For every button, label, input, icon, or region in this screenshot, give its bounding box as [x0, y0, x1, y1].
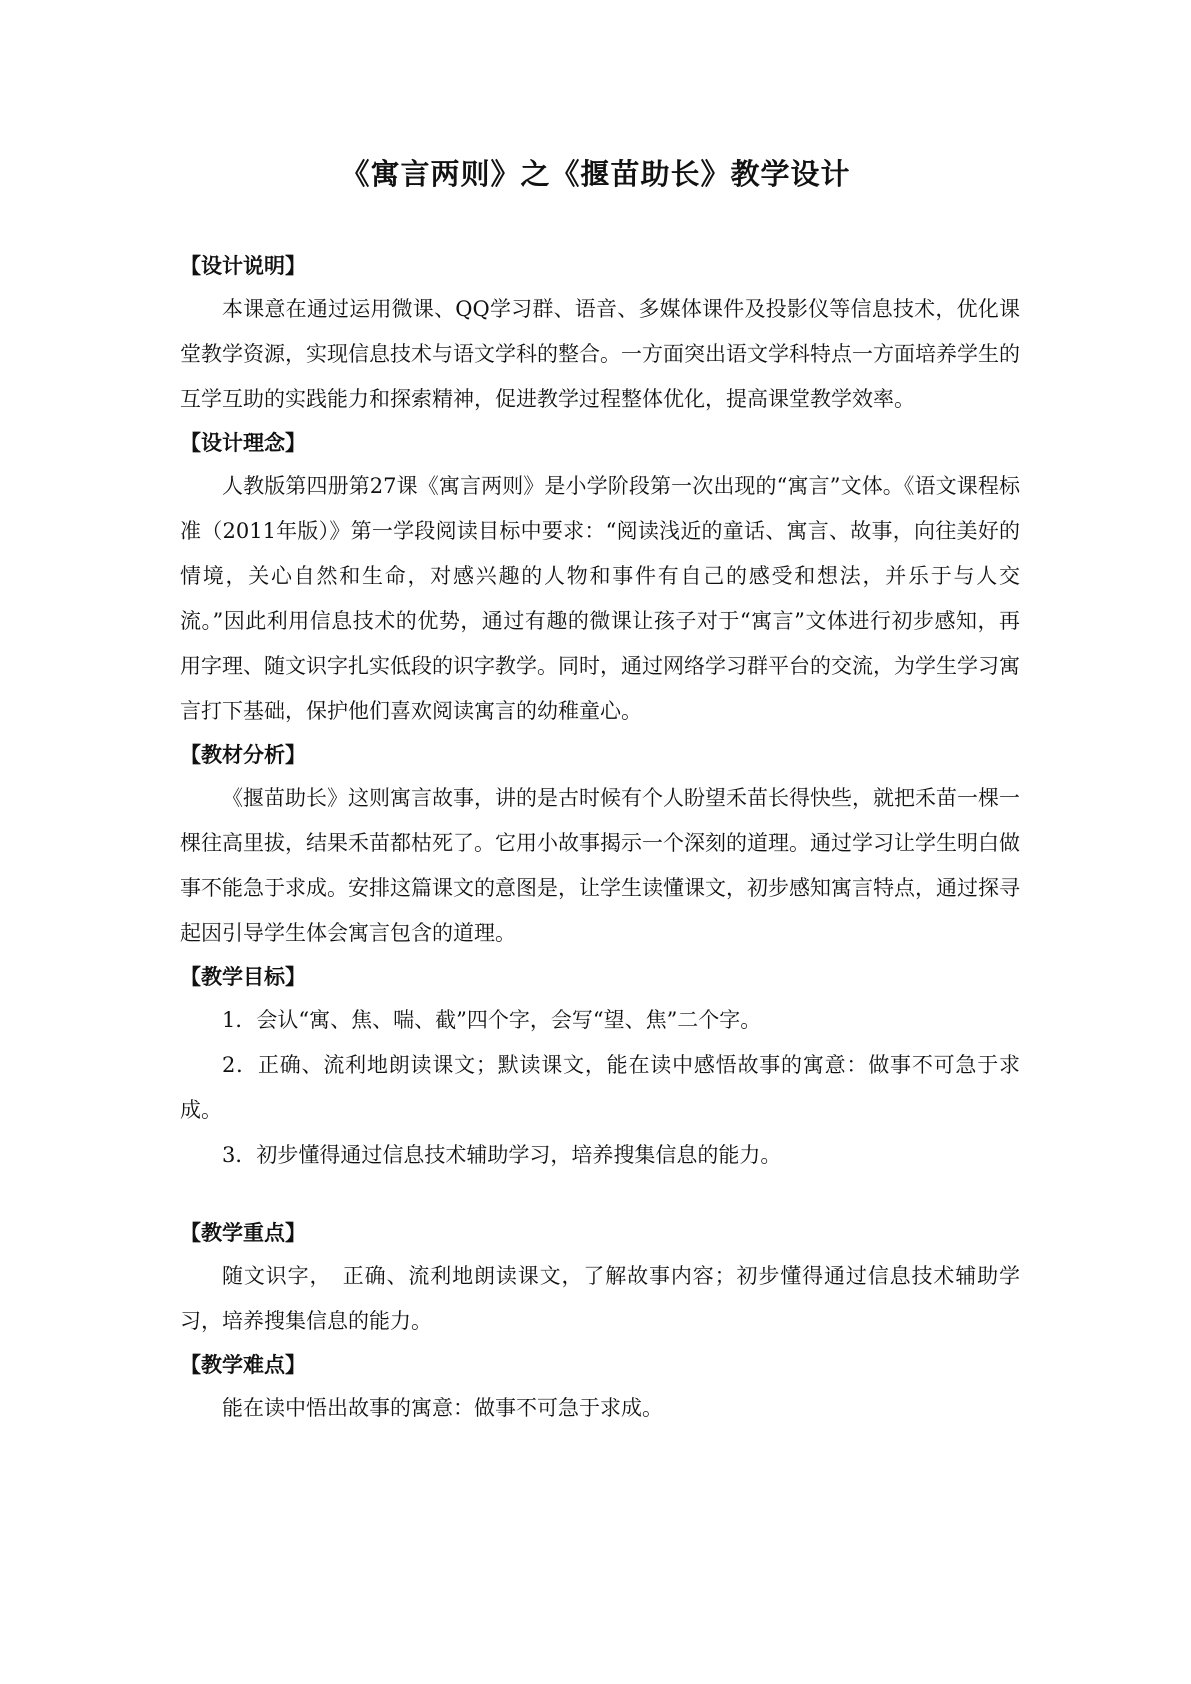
goal-item: 3．初步懂得通过信息技术辅助学习，培养搜集信息的能力。	[222, 1143, 782, 1167]
section-heading: 【教学难点】	[180, 1352, 306, 1377]
section-heading: 【设计理念】	[180, 430, 306, 455]
section-teaching-goals	[180, 956, 1020, 1178]
section-heading: 【教学目标】	[180, 964, 306, 989]
goal-item: 1．会认“寓、焦、喘、截”四个字，会写“望、焦”二个字。	[222, 1008, 762, 1032]
document-title: 《寓言两则》之《揠苗助长》教学设计	[340, 157, 851, 191]
section-paragraph: 随文识字， 正确、流利地朗读课文，了解故事内容；初步懂得通过信息技术辅助学习，培养搜集信息的能力。	[180, 1264, 1020, 1333]
section-heading: 【教材分析】	[180, 742, 306, 767]
document-body	[180, 245, 1020, 1431]
section-paragraph: 人教版第四册第27课《寓言两则》是小学阶段第一次出现的“寓言”文体。《语文课程标准（2011年版）》第一学段阅读目标中要求：“阅读浅近的童话、寓言、故事，向往美好的情境，关心自然和生命，对感兴趣的人物和事件有自己的感受和想法，并乐于与人交流。”因此利用信息技术的优势，通过有趣的微课让孩子对于“寓言”文体进行初步感知，再用字理、随文识字扎实低段的识字教学。同时，通过网络学习群平台的交流，为学生学习寓言打下基础，保护他们喜欢阅读寓言的幼稚童心。	[180, 474, 1020, 723]
section-paragraph: 《揠苗助长》这则寓言故事，讲的是古时候有个人盼望禾苗长得快些，就把禾苗一棵一棵往高里拔，结果禾苗都枯死了。它用小故事揭示一个深刻的道理。通过学习让学生明白做事不能急于求成。安排这篇课文的意图是，让学生读懂课文，初步感知寓言特点，通过探寻起因引导学生体会寓言包含的道理。	[180, 786, 1020, 945]
section-heading: 【教学重点】	[180, 1220, 306, 1245]
section-key-points	[180, 1212, 1020, 1344]
section-material-analysis	[180, 734, 1020, 956]
section-paragraph: 能在读中悟出故事的寓意：做事不可急于求成。	[222, 1396, 663, 1420]
section-design-concept	[180, 422, 1020, 734]
section-paragraph: 本课意在通过运用微课、QQ学习群、语音、多媒体课件及投影仪等信息技术，优化课堂教学资源，实现信息技术与语文学科的整合。一方面突出语文学科特点一方面培养学生的互学互助的实践能力和探索精神，促进教学过程整体优化，提高课堂教学效率。	[180, 297, 1020, 411]
section-heading: 【设计说明】	[180, 253, 306, 278]
spacer	[180, 1178, 1020, 1212]
section-design-note	[180, 245, 1020, 422]
goal-item: 2．正确、流利地朗读课文；默读课文，能在读中感悟故事的寓意：做事不可急于求成。	[180, 1053, 1020, 1122]
section-difficulties	[180, 1344, 1020, 1431]
